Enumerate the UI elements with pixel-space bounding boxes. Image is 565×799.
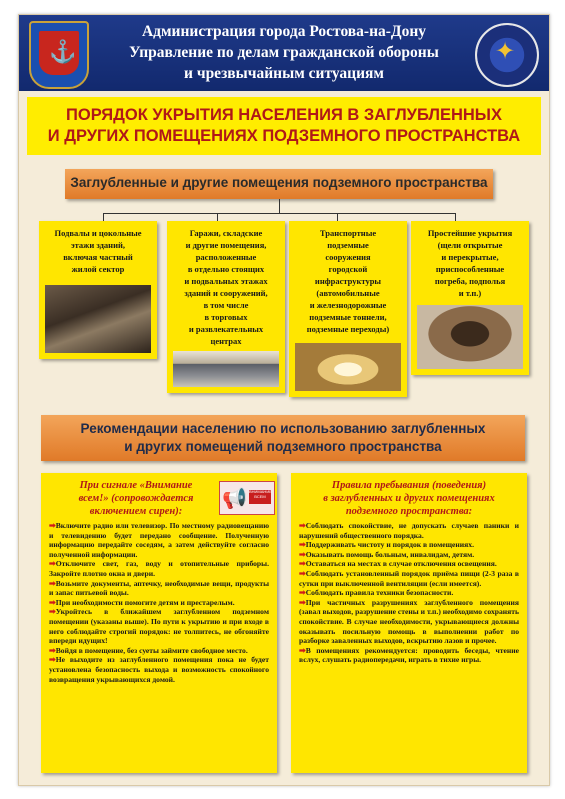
recommendations-title-line-2: и других помещений подземного пространства [124, 439, 442, 454]
type-line: в том числе [203, 300, 249, 310]
list-item-text: Поддерживать чистоту и порядок в помещениях. [305, 540, 474, 550]
red-arrow-icon: ➡ [299, 588, 306, 598]
stay-rules-heading-line-2: в заглубленных и других помещениях [323, 493, 495, 504]
type-line: Транспортные [319, 228, 377, 238]
list-item [49, 579, 269, 598]
list-item-text: В помещениях рекомендуется: проводить беседы, чтение вслух, слушать радиопередачи, играть в тихие игры. [299, 645, 519, 665]
type-line: и т.п.) [458, 288, 482, 298]
type-line: зданий и сооружений, [184, 288, 268, 298]
type-line: и перекрытые, [441, 252, 499, 262]
list-item-text: Соблюдать установленный порядок приёма пищи (2-3 раза в сутки при выключенной вентиляции (если имеется). [299, 568, 519, 588]
type-line: Простейшие укрытия [427, 228, 513, 238]
signal-instructions-panel [41, 473, 277, 773]
red-arrow-icon: ➡ [299, 559, 306, 569]
header-line-3: и чрезвычайным ситуациям [184, 65, 384, 82]
red-arrow-icon: ➡ [299, 568, 306, 578]
stay-rules-heading [299, 479, 519, 518]
red-arrow-icon: ➡ [49, 607, 56, 617]
subtitle-band [65, 169, 493, 199]
list-item-text: Оставаться на местах в случае отключения освещения. [305, 559, 497, 569]
civil-defense-emblem-icon [475, 23, 539, 87]
type-line: и другие помещения, [185, 240, 267, 250]
type-line: подземные [327, 240, 369, 250]
signal-heading-line-2: всем!» (сопровождается [78, 493, 194, 504]
list-item-text: Оказывать помощь больным, инвалидам, детям. [305, 549, 475, 559]
type-line: и развлекательных [188, 324, 264, 334]
list-item [299, 521, 519, 540]
list-item [299, 540, 519, 550]
loudspeaker-icon [219, 481, 275, 515]
recommendations-title [41, 420, 525, 456]
type-line: и железнодорожные [309, 300, 387, 310]
connector-line [103, 213, 455, 214]
title-line-2: И ДРУГИХ ПОМЕЩЕНИЯХ ПОДЗЕМНОГО ПРОСТРАНСТВА [47, 127, 521, 145]
type-line: центрах [210, 336, 242, 346]
connector-down-2 [217, 213, 218, 221]
type-line: жилой сектор [71, 264, 125, 274]
header-text [99, 21, 469, 84]
page-title [27, 105, 541, 147]
red-arrow-icon: ➡ [299, 549, 306, 559]
list-item-text: Включите радио или телевизор. По местному радиовещанию и телевидению будет передано сообщение. Полученную информацию передайте соседям, а затем действуйте согласно полученной информации. [49, 521, 269, 559]
type-line: подземные тоннели, [309, 312, 387, 322]
list-item [299, 569, 519, 588]
type-line: инфраструктуры [314, 276, 382, 286]
signal-heading-line-3: включением сирен): [89, 506, 183, 517]
type-line: приспособленные [435, 264, 505, 274]
connector-down-4 [455, 213, 456, 221]
type-box-garages [167, 221, 285, 393]
poster [18, 14, 550, 786]
type-line: этажи зданий, [70, 240, 126, 250]
red-arrow-icon: ➡ [49, 597, 56, 607]
list-item-text: Войдя в помещение, без суеты займите свободное место. [55, 645, 248, 655]
type-line: и подвальных этажах [184, 276, 268, 286]
list-item [49, 598, 269, 608]
recommendations-band [41, 415, 525, 461]
list-item-text: Укройтесь в ближайшем заглубленном подземном помещении (указаны выше). По пути к укрытию и при входе в него соблюдайте строгий порядок: не толпитесь, не обгоняйте впереди идущих! [49, 607, 269, 646]
signal-heading-line-1: При сигнале «Внимание [79, 480, 193, 491]
stay-rules-list [299, 521, 519, 665]
type-line: городской [328, 264, 368, 274]
stay-rules-heading-line-1: Правила пребывания (поведения) [331, 480, 487, 491]
list-item-text: Отключите свет, газ, воду и отопительные приборы. Закройте плотно окна и двери. [49, 559, 269, 578]
list-item [49, 655, 269, 684]
type-box-tunnels [289, 221, 407, 397]
list-item-text: Не выходите из заглубленного помещения пока не будет установлена безопасность выхода и возможность спокойного возвращения укрывающихся домой. [49, 655, 269, 684]
connector-down-1 [103, 213, 104, 221]
signal-heading [51, 479, 221, 518]
type-line: подземные переходы) [306, 324, 390, 334]
type-box-text [293, 227, 403, 335]
type-line: в торговых [204, 312, 248, 322]
list-item [299, 588, 519, 598]
list-item [299, 646, 519, 665]
basement-photo [45, 285, 151, 353]
tunnel-photo [295, 343, 401, 391]
list-item [49, 559, 269, 578]
subtitle: Заглубленные и другие помещения подземного пространства [70, 175, 488, 190]
header-line-1: Администрация города Ростова-на-Дону [141, 23, 427, 40]
type-line: сооружения [325, 252, 371, 262]
type-line: (автомобильные [316, 288, 380, 298]
header-line-2: Управление по делам гражданской обороны [129, 44, 439, 61]
connector-down-3 [337, 213, 338, 221]
list-item [49, 607, 269, 645]
type-line: (щели открытые [437, 240, 503, 250]
signal-list [49, 521, 269, 684]
type-line: погреба, подполья [434, 276, 506, 286]
list-item [299, 598, 519, 646]
type-box-text [171, 227, 281, 347]
list-item-text: При частичных разрушениях заглубленного помещения (завал выходов, разрушение стены и т.п.) необходимо сохранять спокойствие. В случае необходимости, укрывающиеся должны оказывать посильную помощь в выполнении работ по разборке заваленных выходов, вскрытию лазов и прочее. [299, 597, 519, 646]
header [19, 15, 549, 91]
red-arrow-icon: ➡ [49, 645, 56, 655]
red-arrow-icon: ➡ [299, 645, 306, 655]
cellar-photo [417, 305, 523, 369]
connector-up [279, 199, 280, 213]
list-item-text: Возьмите документы, аптечку, необходимые вещи, продукты и запас питьевой воды. [49, 578, 269, 598]
stay-rules-heading-line-3: подземного пространства: [345, 506, 473, 517]
type-box-text [43, 227, 153, 275]
list-item [299, 559, 519, 569]
city-crest-icon [29, 21, 89, 89]
type-line: в отдельно стоящих [187, 264, 265, 274]
red-arrow-icon: ➡ [299, 521, 306, 530]
list-item [49, 646, 269, 656]
red-arrow-icon: ➡ [49, 559, 56, 569]
stay-rules-panel [291, 473, 527, 773]
red-arrow-icon: ➡ [299, 540, 306, 550]
recommendations-title-line-1: Рекомендации населению по использованию заглубленных [80, 421, 486, 436]
type-box-basements [39, 221, 157, 359]
red-arrow-icon: ➡ [49, 578, 56, 588]
list-item [299, 550, 519, 560]
list-item-text: При необходимости помогите детям и престарелым. [55, 597, 235, 607]
type-line: включая частный [63, 252, 133, 262]
type-box-text [415, 227, 525, 299]
type-box-simple-shelters [411, 221, 529, 375]
red-arrow-icon: ➡ [299, 597, 306, 607]
title-band [27, 97, 541, 155]
list-item [49, 521, 269, 559]
red-arrow-icon: ➡ [49, 655, 56, 665]
red-arrow-icon: ➡ [49, 521, 56, 530]
title-line-1: ПОРЯДОК УКРЫТИЯ НАСЕЛЕНИЯ В ЗАГЛУБЛЕННЫХ [66, 106, 502, 124]
type-line: Гаражи, складские [189, 228, 263, 238]
type-line: Подвалы и цокольные [54, 228, 142, 238]
list-item-text: Соблюдать спокойствие, не допускать случаев паники и нарушений общественного порядка. [299, 521, 519, 540]
type-line: расположенные [195, 252, 257, 262]
parking-photo [173, 351, 279, 387]
attention-badge: 📢 ВНИМАНИЕ ВСЕМ [249, 490, 271, 504]
list-item-text: Соблюдать правила техники безопасности. [305, 588, 454, 598]
